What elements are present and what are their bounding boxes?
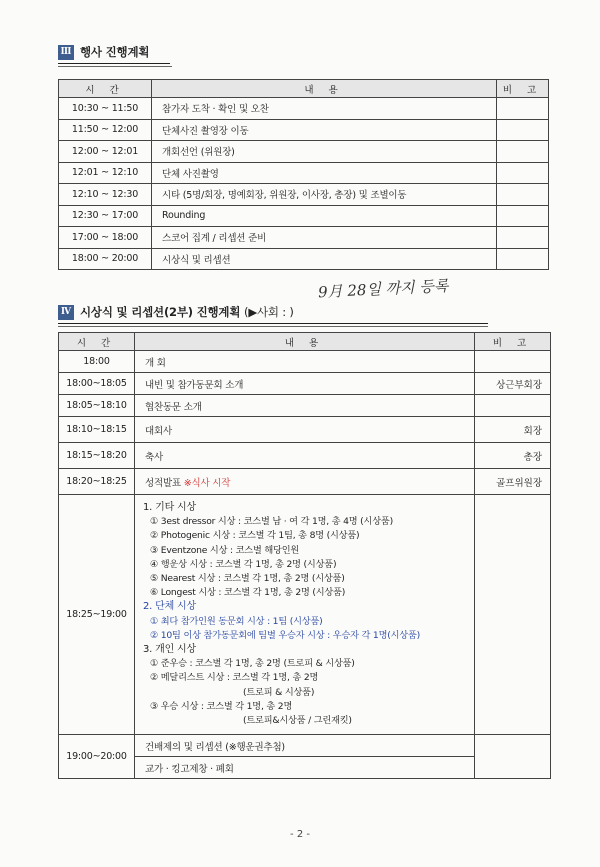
header-note: 비 고: [497, 80, 549, 98]
section4-heading: [58, 304, 294, 320]
section4-table: [58, 332, 551, 779]
section3-title: 행사 진행계획: [80, 45, 150, 59]
table-row: 18:10~18:15 대회사 회장: [59, 417, 551, 443]
table-header: [59, 80, 549, 98]
section3-number: Ⅲ: [58, 45, 74, 60]
table-row: 교가 · 킹고제창 · 폐회: [59, 757, 551, 779]
header-note: 비 고: [475, 333, 551, 351]
handwritten-note: 9月 28일 까지 등록: [317, 276, 449, 302]
section4-underline: [58, 323, 488, 324]
section4-rule: [58, 326, 488, 327]
section3-heading: [58, 44, 149, 60]
header-content: 내 용: [135, 333, 475, 351]
table-row: 12:10 ~ 12:30 시타 (5명/회장, 명예회장, 위원장, 이사장, 총장) 및 조별이동: [59, 184, 549, 206]
table-row: 18:20~18:25 성적발표 ※식사 시작 골프위원장: [59, 469, 551, 495]
table-row: 18:00 ~ 20:00 시상식 및 리셉션: [59, 248, 549, 270]
section4-title-text: 시상식 및 리셉션(2부) 진행계획: [80, 305, 241, 319]
table-row: 12:00 ~ 12:01 개회선언 (위원장): [59, 141, 549, 163]
section3-table: [58, 79, 549, 270]
section4-title: [80, 304, 294, 320]
meal-start-note: ※식사 시작: [180, 477, 231, 489]
header-time: 시 간: [59, 333, 135, 351]
award-list: 1. 기타 시상 ① 3est dressor 시상 : 코스별 남 · 여 각 1명, 총 4명 (시상품) ② Photogenic 시상 : 코스별 각 1팀, 총 8명 (시상품) ③ Eventzone 시상 : 코스별 해당인원 ④ 행운상 시상 : 코스별 각 1명, 총 2명 (시상품) ⑤ Nearest 시상 : 코스별 각 1명, 총 2명 (시상품) ⑥ Longest 시상 : 코스별 각 1명, 총 2명 (시상품) 2. 단체 시상 ① 최다 참가인원 동문회 시상 : 1팀 (시상품) ② 10팀 이상 참가동문회에 팀별 우승자 시상 : 우승자 각 1명(시상품) 3. 개인 시상 ① 준우승 : 코스별 각 1명, 총 2명 (트로피 & 시상품) ② 메달리스트 시상 : 코스별 각 1명, 총 2명 (트로피 & 시상품) ③ 우승 시상 : 코스별 각 1명, 총 2명 (트로피&시상품 / 그린재킷): [135, 495, 475, 735]
table-row: 10:30 ~ 11:50 참가자 도착 · 확인 및 오찬: [59, 98, 549, 120]
table-row: 11:50 ~ 12:00 단체사진 촬영장 이동: [59, 119, 549, 141]
table-row: 18:15~18:20 축사 총장: [59, 443, 551, 469]
table-row: 18:05~18:10 협찬동문 소개: [59, 395, 551, 417]
section3-underline: [58, 63, 170, 64]
results-label: 성적발표: [145, 477, 181, 489]
header-time: 시 간: [59, 80, 152, 98]
table-header: [59, 333, 551, 351]
section3-rule: [58, 66, 172, 67]
table-row: 18:00 개 회: [59, 351, 551, 373]
table-row: 17:00 ~ 18:00 스코어 집계 / 리셉션 준비: [59, 227, 549, 249]
table-row: 12:30 ~ 17:00 Rounding: [59, 205, 549, 227]
table-row: 18:00~18:05 내빈 및 참가동문회 소개 상근부회장: [59, 373, 551, 395]
section4-number: Ⅳ: [58, 305, 74, 320]
table-row: 19:00~20:00 건배제의 및 리셉션 (※행운권추첨): [59, 735, 551, 757]
page-number: - 2 -: [290, 829, 310, 840]
header-content: 내 용: [152, 80, 497, 98]
award-row: 18:25~19:00 1. 기타 시상 ① 3est dressor 시상 : 코스별 남 · 여 각 1명, 총 4명 (시상품) ② Photogenic 시상 : 코스별 각 1팀, 총 8명 (시상품) ③ Eventzone 시상 : 코스별 해당인원 ④ 행운상 시상 : 코스별 각 1명, 총 2명 (시상품) ⑤ Nearest 시상 : 코스별 각 1명, 총 2명 (시상품) ⑥ Longest 시상 : 코스별 각 1명, 총 2명 (시상품) 2. 단체 시상 ① 최다 참가인원 동문회 시상 : 1팀 (시상품) ② 10팀 이상 참가동문회에 팀별 우승자 시상 : 우승자 각 1명(시상품) 3. 개인 시상 ① 준우승 : 코스별 각 1명, 총 2명 (트로피 & 시상품) ② 메달리스트 시상 : 코스별 각 1명, 총 2명 (트로피 & 시상품) ③ 우승 시상 : 코스별 각 1명, 총 2명 (트로피&시상품 / 그린재킷): [59, 495, 551, 735]
table-row: 12:01 ~ 12:10 단체 사진촬영: [59, 162, 549, 184]
section4-mc: (▶사회 : ): [244, 305, 294, 319]
